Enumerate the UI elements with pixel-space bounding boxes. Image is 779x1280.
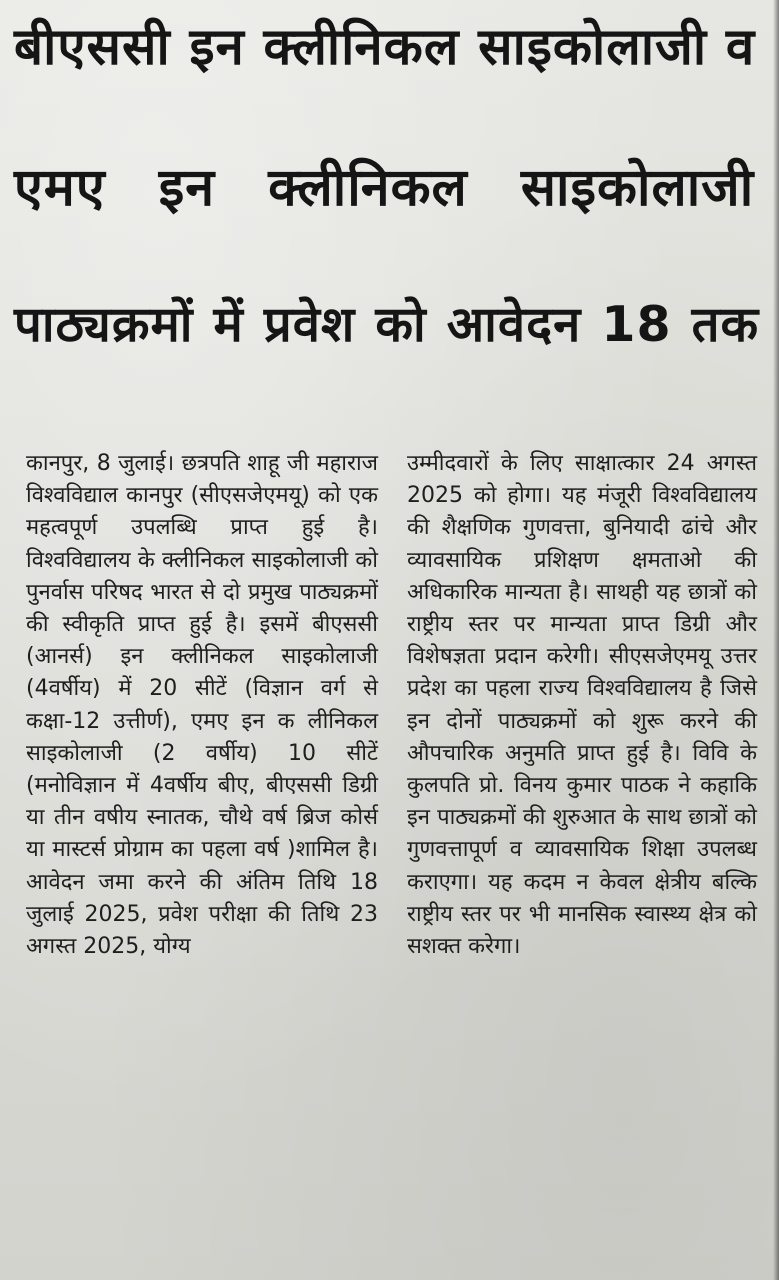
headline-line-3: पाठ्यक्रमों में प्रवेश को आवेदन 18 तक [14, 296, 760, 353]
paper-edge-shadow [773, 0, 779, 1280]
headline-line-1: बीएससी इन क्लीनिकल साइकोलाजी व [14, 18, 756, 77]
article-column-left [26, 448, 378, 963]
article-column-right [407, 448, 757, 963]
article-paragraph-left: कानपुर, 8 जुलाई। छत्रपति शाहू जी महाराज विश्वविद्याल कानपुर (सीएसजेएमयू) को एक महत्वपूर्ण उपलब्धि प्राप्त हुई है। विश्वविद्यालय के क्लीनिकल साइकोलाजी को पुनर्वास परिषद भारत से दो प्रमुख पाठ्यक्रमों की स्वीकृति प्राप्त हुई है। इसमें बीएससी (आनर्स) इन क्लीनिकल साइकोलाजी (4वर्षीय) में 20 सीटें (विज्ञान वर्ग से कक्षा-12 उत्तीर्ण), एमए इन क लीनिकल साइकोलाजी (2 वर्षीय) 10 सीटें (मनोविज्ञान में 4वर्षीय बीए, बीएससी डिग्री या तीन वषीय स्नातक, चौथे वर्ष ब्रिज कोर्स या मास्टर्स प्रोग्राम का पहला वर्ष )शामिल है। आवेदन जमा करने की अंतिम तिथि 18 जुलाई 2025, प्रवेश परीक्षा की तिथि 23 अगस्त 2025, योग्य [26, 451, 378, 960]
article-paragraph-right: उम्मीदवारों के लिए साक्षात्कार 24 अगस्त 2025 को होगा। यह मंजूरी विश्वविद्यालय की शैक्षणिक गुणवत्ता, बुनियादी ढांचे और व्यावसायिक प्रशिक्षण क्षमताओ की अधिकारिक मान्यता है। साथही यह छात्रों को राष्ट्रीय स्तर पर मान्यता प्राप्त डिग्री और विशेषज्ञता प्रदान करेगी। सीएसजेएमयू उत्तर प्रदेश का पहला राज्य विश्वविद्यालय है जिसे इन दोनों पाठ्यक्रमों को शुरू करने की औपचारिक अनुमति प्राप्त हुई है। विवि के कुलपति प्रो. विनय कुमार पाठक ने कहाकि इन पाठ्यक्रमों की शुरुआत के साथ छात्रों को गुणवत्तापूर्ण व व्यावसायिक शिक्षा उपलब्ध कराएगा। यह कदम न केवल क्षेत्रीय बल्कि राष्ट्रीय स्तर पर भी मानसिक स्वास्थ्य क्षेत्र को सशक्त करेगा। [407, 451, 757, 960]
headline-line-2: एमए इन क्लीनिकल साइकोलाजी [14, 158, 755, 218]
